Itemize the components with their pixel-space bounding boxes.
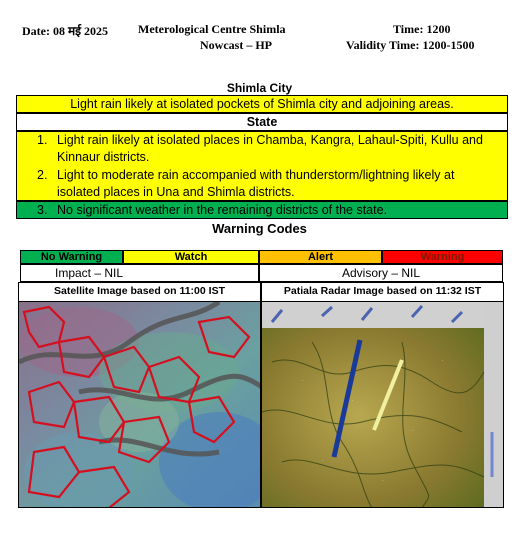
svg-text:·: ·	[322, 458, 324, 464]
city-title: Shimla City	[226, 81, 293, 95]
warning-codes-title: Warning Codes	[212, 221, 307, 236]
centre-name: Meterological Centre Shimla	[138, 22, 286, 36]
state-item-2: 2. Light to moderate rain accompanied with thunderstorm/lightning likely at isolated places in Una and Shimla districts.	[37, 168, 455, 199]
svg-text:·: ·	[382, 478, 384, 484]
city-forecast: Light rain likely at isolated pockets of Shimla city and adjoining areas.	[16, 95, 508, 113]
state-forecast-yellow	[16, 131, 508, 201]
svg-text:·: ·	[412, 428, 414, 434]
radar-image	[262, 302, 504, 508]
svg-text:·: ·	[352, 398, 354, 404]
nowcast-label: Nowcast – HP	[200, 38, 272, 52]
radar-image-frame	[261, 302, 504, 508]
validity-time: Validity Time: 1200-1500	[346, 38, 475, 52]
code-alert: Alert	[259, 250, 382, 264]
radar-caption: Patiala Radar Image based on 11:32 IST	[261, 282, 504, 302]
satellite-image-frame	[18, 302, 261, 508]
satellite-image	[19, 302, 261, 508]
state-forecast-green: 3. No significant weather in the remaining districts of the state.	[16, 201, 508, 219]
code-watch: Watch	[123, 250, 259, 264]
state-title: State	[16, 113, 508, 131]
bulletin-date: Date: 08 मई 2025	[22, 24, 109, 38]
svg-text:·: ·	[442, 358, 444, 364]
state-item-1: 1. Light rain likely at isolated places in Chamba, Kangra, Lahaul-Spiti, Kullu and Kinnaur districts.	[37, 133, 483, 164]
advisory-text: Advisory – NIL	[259, 264, 503, 282]
svg-text:·: ·	[302, 378, 304, 384]
satellite-caption: Satellite Image based on 11:00 IST	[18, 282, 261, 302]
code-warning: Warning	[382, 250, 503, 264]
code-no-warning: No Warning	[20, 250, 123, 264]
impact-cell	[20, 264, 259, 282]
impact-text: Impact – NIL	[55, 266, 124, 280]
bulletin-time: Time: 1200	[393, 22, 451, 36]
